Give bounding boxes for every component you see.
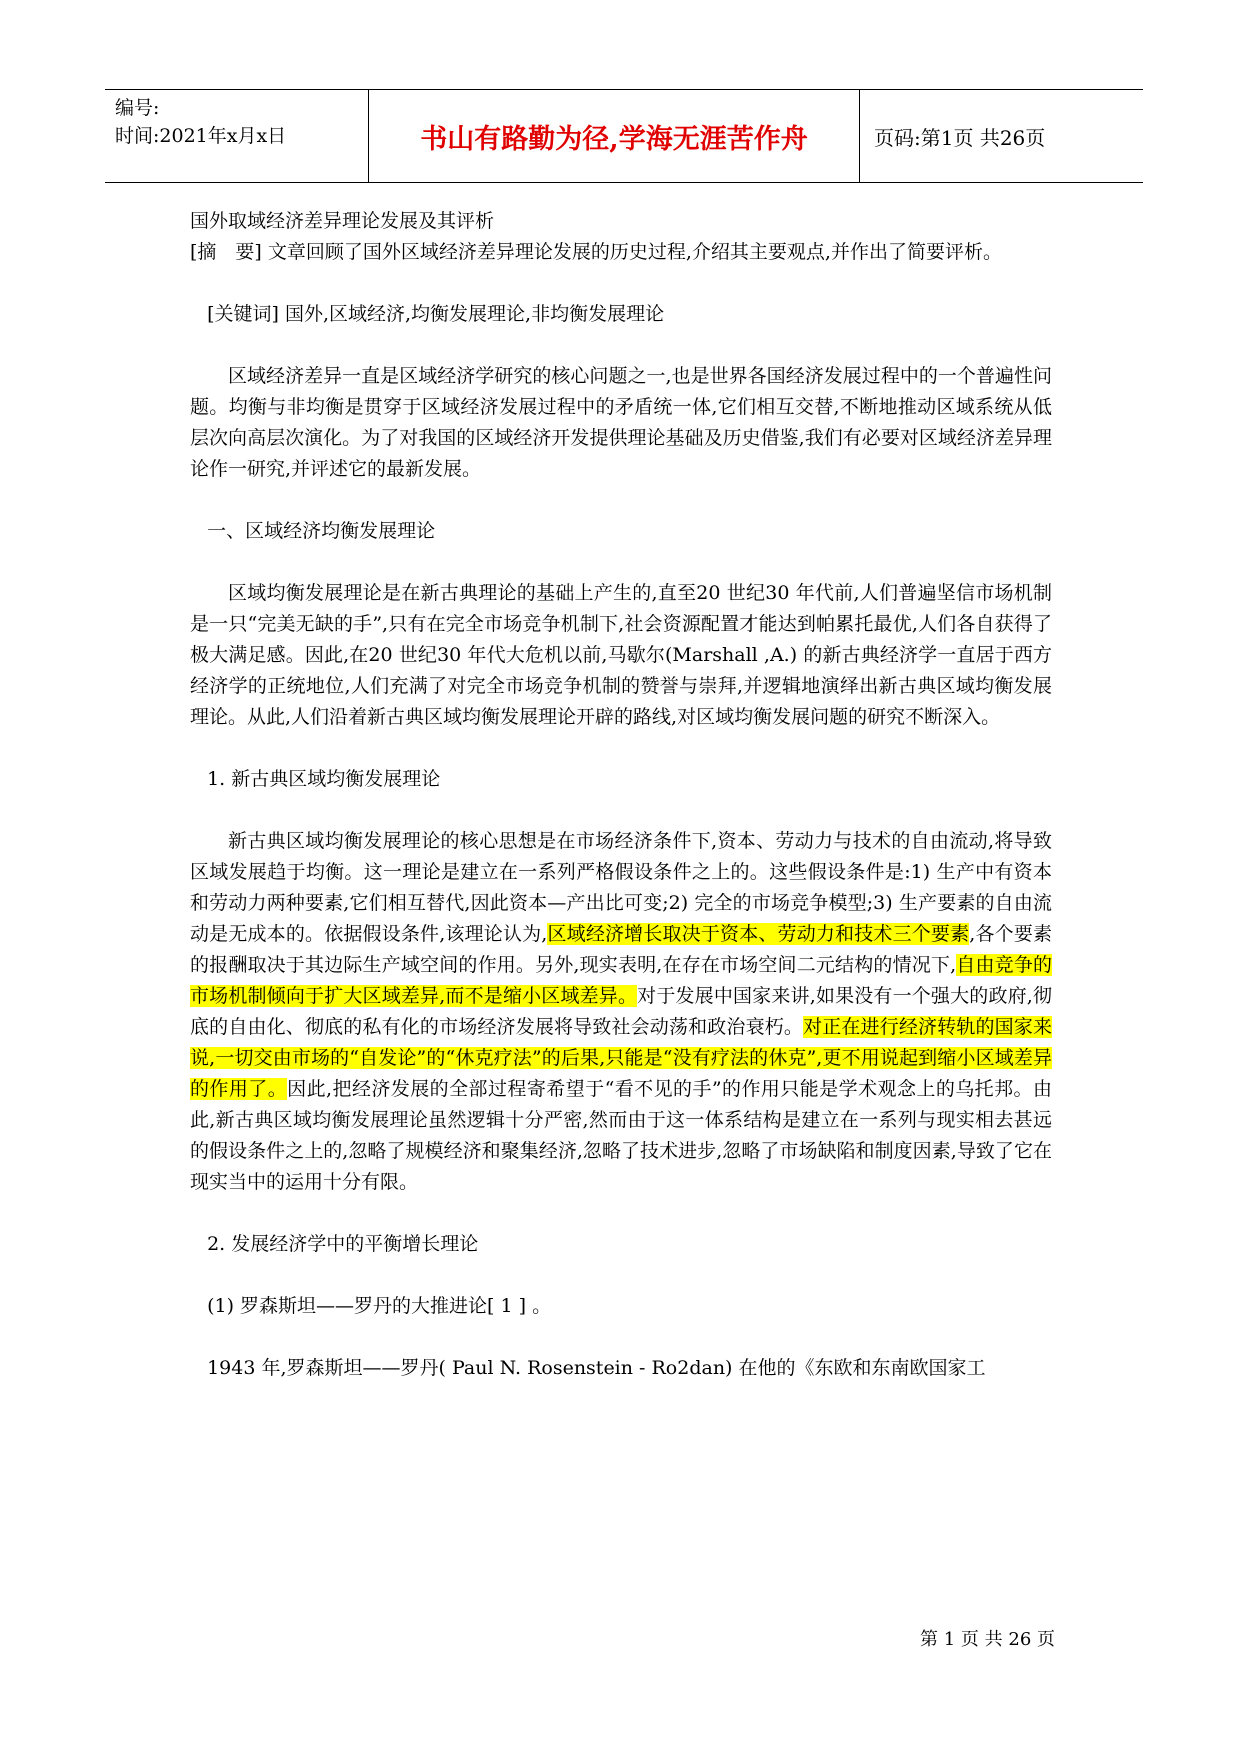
text-run: ,各个要素的报酬取决于其边际生产域空间的作用。另外,现实表明,在存在市场空间二元结构的情况下, xyxy=(190,923,1052,976)
text-run: 对于发展中国家来讲,如果没有一个强大的政府,彻底的自由化、彻底的私有化的市场经济发展将导致社会动荡和政治衰朽。 xyxy=(190,985,1052,1038)
abstract: [摘 要] 文章回顾了国外区域经济差异理论发展的历史过程,介绍其主要观点,并作出了简要评析。 xyxy=(190,241,1002,263)
intro-paragraph: 区域经济差异一直是区域经济学研究的核心问题之一,也是世界各国经济发展过程中的一个普遍性问题。均衡与非均衡是贯穿于区域经济发展过程中的矛盾统一体,它们相互交替,不断地推动区域系统从低层次向高层次演化。为了对我国的区域经济开发提供理论基础及历史借鉴,我们有必要对区域经济差异理论作一研究,并评述它的最新发展。 xyxy=(190,365,1052,480)
header-motto: 书山有路勤为径,学海无涯苦作舟 xyxy=(369,90,860,182)
page-footer: 第 1 页 共 26 页 xyxy=(920,1629,1055,1650)
subsection-1-heading: 1. 新古典区域均衡发展理论 xyxy=(207,768,441,790)
highlight-1: 区域经济增长取决于资本、劳动力和技术三个要素 xyxy=(547,923,970,945)
highlight-3: 对正在进行经济转轨的国家来说,一切交由市场的“自发论”的“休克疗法”的后果,只能是“没有疗法的休克”,更不用说起到缩小区域差异的作用了。 xyxy=(190,1016,1052,1100)
time-label: 时间:2021年x月x日 xyxy=(115,125,287,147)
subsection-2-paragraph: 1943 年,罗森斯坦——罗丹( Paul N. Rosenstein - Ro2dan) 在他的《东欧和东南欧国家工 xyxy=(207,1357,986,1379)
text-run: 新古典区域均衡发展理论的核心思想是在市场经济条件下,资本、劳动力与技术的自由流动,将导致区域发展趋于均衡。这一理论是建立在一系列严格假设条件之上的。这些假设条件是:1) 生产中有资本和劳动力两种要素,它们相互替代,因此资本—产出比可变;2) 完全的市场竞争模型;3) 生产要素的自由流动是无成本的。依据假设条件,该理论认为, xyxy=(190,830,1052,945)
highlight-2: 自由竞争的市场机制倾向于扩大区域差异,而不是缩小区域差异。 xyxy=(190,954,1052,1007)
doc-title: 国外取域经济差异理论发展及其评析 xyxy=(190,210,495,232)
number-label: 编号: xyxy=(115,97,160,119)
header-meta xyxy=(105,90,369,182)
page-header xyxy=(105,89,1143,183)
subsection-2-heading: 2. 发展经济学中的平衡增长理论 xyxy=(207,1233,479,1255)
section-1-paragraph: 区域均衡发展理论是在新古典理论的基础上产生的,直至20 世纪30 年代前,人们普遍坚信市场机制是一只“完美无缺的手”,只有在完全市场竞争机制下,社会资源配置才能达到帕累托最优,人们各自获得了极大满足感。因此,在20 世纪30 年代大危机以前,马歇尔(Marshall ,A.) 的新古典经济学一直居于西方经济学的正统地位,人们充满了对完全市场竞争机制的赞誉与崇拜,并逻辑地演绎出新古典区域均衡发展理论。从此,人们沿着新古典区域均衡发展理论开辟的路线,对区域均衡发展问题的研究不断深入。 xyxy=(190,582,1052,728)
section-1-heading: 一、区域经济均衡发展理论 xyxy=(207,520,436,542)
keywords: [关键词] 国外,区域经济,均衡发展理论,非均衡发展理论 xyxy=(207,303,665,325)
subsection-2-item-1: (1) 罗森斯坦——罗丹的大推进论[ 1 ] 。 xyxy=(207,1295,552,1317)
subsection-1-paragraph xyxy=(190,826,1052,1198)
text-run: 因此,把经济发展的全部过程寄希望于“看不见的手”的作用只能是学术观念上的乌托邦。由此,新古典区域均衡发展理论虽然逻辑十分严密,然而由于这一体系结构是建立在一系列与现实相去甚远的假设条件之上的,忽略了规模经济和聚集经济,忽略了技术进步,忽略了市场缺陷和制度因素,导致了它在现实当中的运用十分有限。 xyxy=(190,1078,1052,1193)
document-body xyxy=(190,206,1052,1384)
header-page-code: 页码:第1页 共26页 xyxy=(874,125,1046,150)
